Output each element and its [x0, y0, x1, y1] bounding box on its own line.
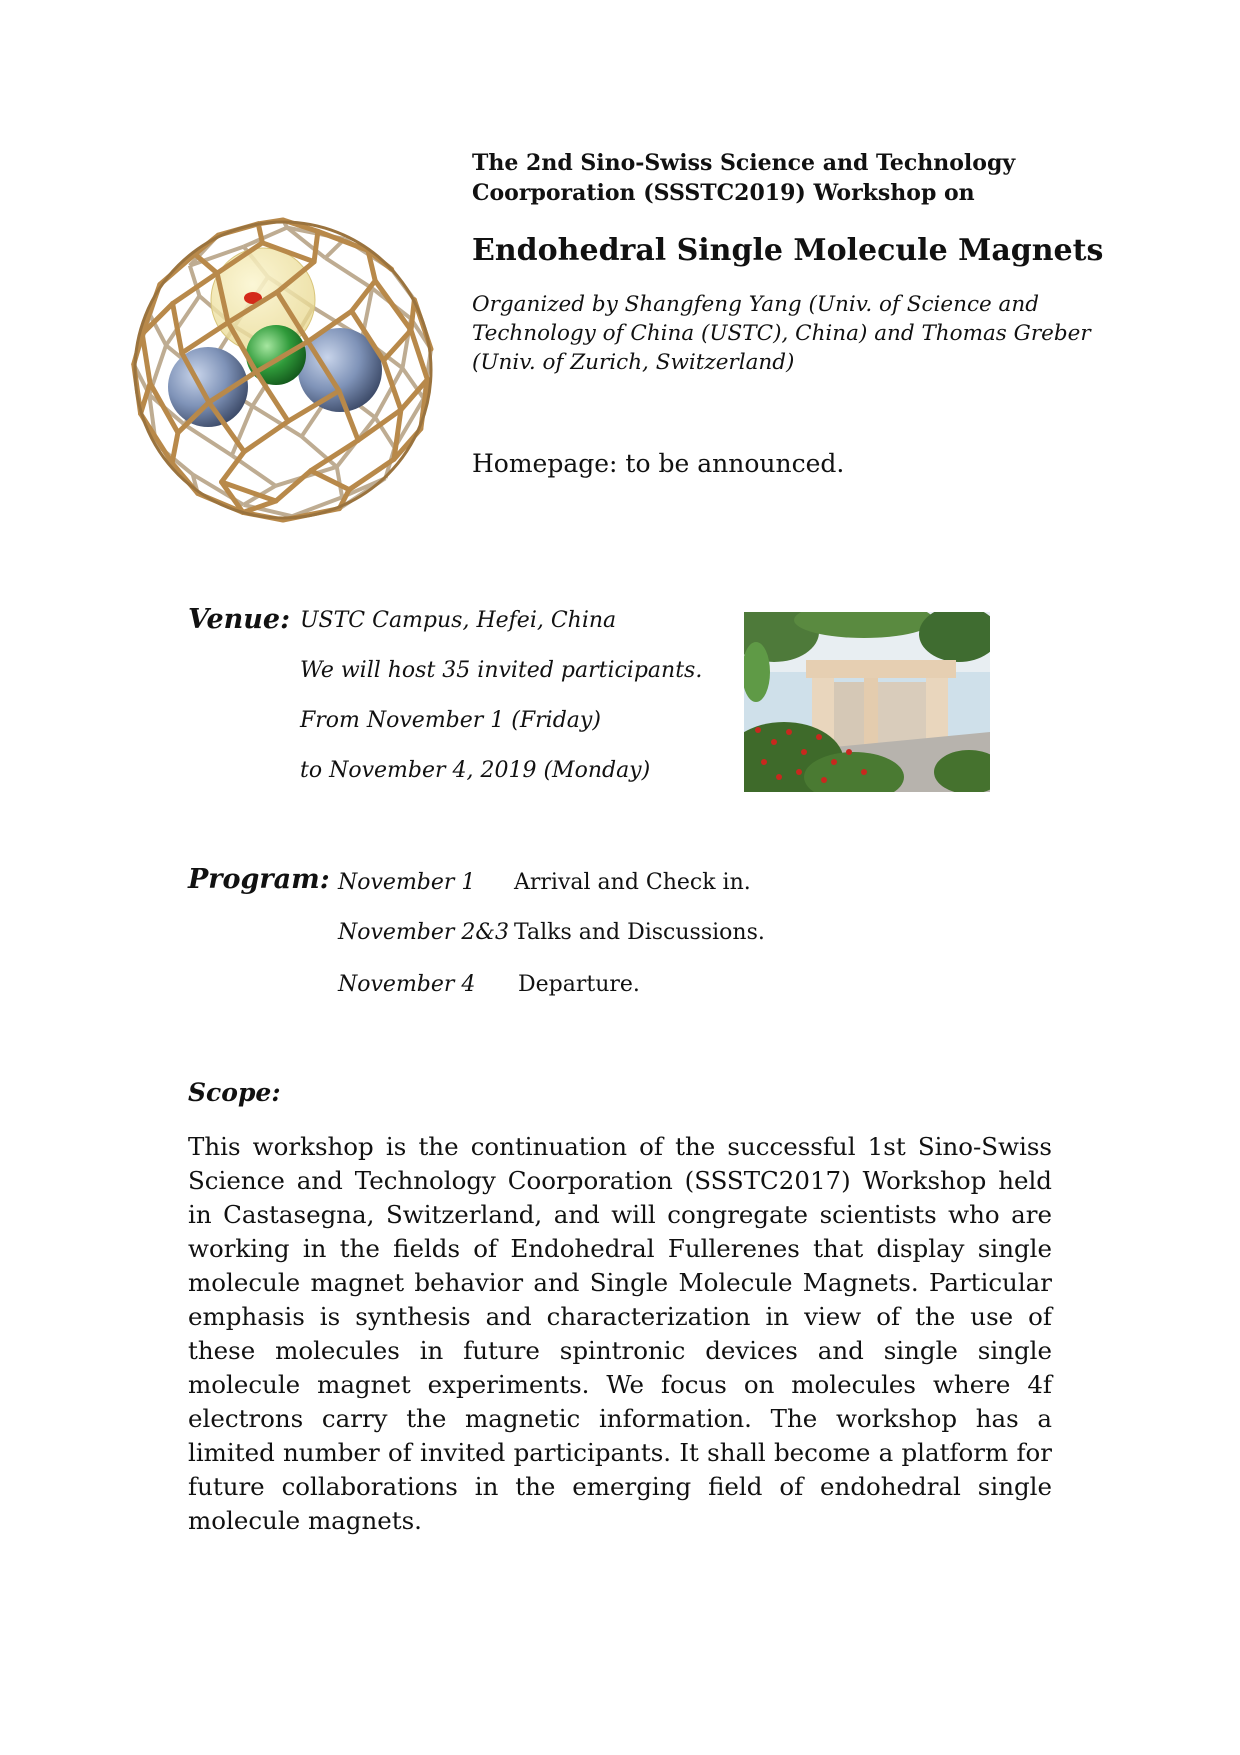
subtitle-line: The 2nd Sino-Swiss Science and Technology [472, 150, 1016, 176]
cage-bond [172, 433, 178, 463]
organizers-line: (Univ. of Zurich, Switzerland) [472, 350, 795, 375]
program-date: November 2&3 [338, 920, 509, 945]
cage-bond [244, 421, 288, 451]
program-date: November 1 [338, 870, 476, 895]
cage-bond [302, 436, 337, 466]
nitrogen-atom [246, 325, 306, 385]
cage-bond [358, 410, 401, 440]
page-title: Endohedral Single Molecule Magnets [472, 233, 1104, 268]
scope-paragraph: This workshop is the continuation of the successful 1st Sino-Swiss Science and Technology Coorporation (SSSTC2017) Workshop held in Castasegna, Switzerland, and will congregate scientists who are working in the fields of Endohedral Fullerenes that display single molecule magnet behavior and Single Molecule Magnets. Particular emphasis is synthesis and characterization in view of the use of these molecules in future spintronic devices and single single molecule magnet experiments. We focus on molecules where 4f electrons carry the magnetic information. The workshop has a limited number of invited participants. It shall become a platform for future collaborations in the emerging field of endohedral single molecule magnets. [188, 1132, 1052, 1535]
cage-bond [325, 258, 372, 288]
venue-location: USTC Campus, Hefei, China [300, 608, 617, 633]
program-label: Program: [188, 864, 330, 895]
cage-bond [185, 425, 232, 455]
homepage-note: Homepage: to be announced. [472, 449, 845, 478]
program-event: Arrival and Check in. [514, 870, 751, 895]
subtitle-line: Coorporation (SSSTC2019) Workshop on [472, 180, 975, 206]
workshop-subtitle [472, 148, 1092, 208]
scope-label: Scope: [188, 1078, 281, 1107]
cage-bond [173, 304, 182, 353]
campus-gate-photo [744, 612, 990, 792]
venue-end-date: to November 4, 2019 (Monday) [300, 758, 651, 783]
venue-participants: We will host 35 invited participants. [300, 658, 703, 683]
venue-label: Venue: [188, 604, 291, 635]
cage-bond [384, 361, 401, 410]
cage-bond [142, 334, 150, 383]
organizers [472, 290, 1092, 377]
organizers-line: Organized by Shangfeng Yang (Univ. of Science and [472, 292, 1039, 317]
fullerene-molecule-illustration [118, 205, 448, 535]
cage-bond [314, 231, 318, 261]
venue-start-date: From November 1 (Friday) [300, 708, 601, 733]
program-date: November 4 [338, 972, 476, 997]
organizers-line: Technology of China (USTC), China) and Thomas Greber [472, 321, 1091, 346]
program-event: Departure. [518, 972, 640, 997]
program-event: Talks and Discussions. [514, 920, 765, 945]
cage-bond [311, 471, 349, 490]
